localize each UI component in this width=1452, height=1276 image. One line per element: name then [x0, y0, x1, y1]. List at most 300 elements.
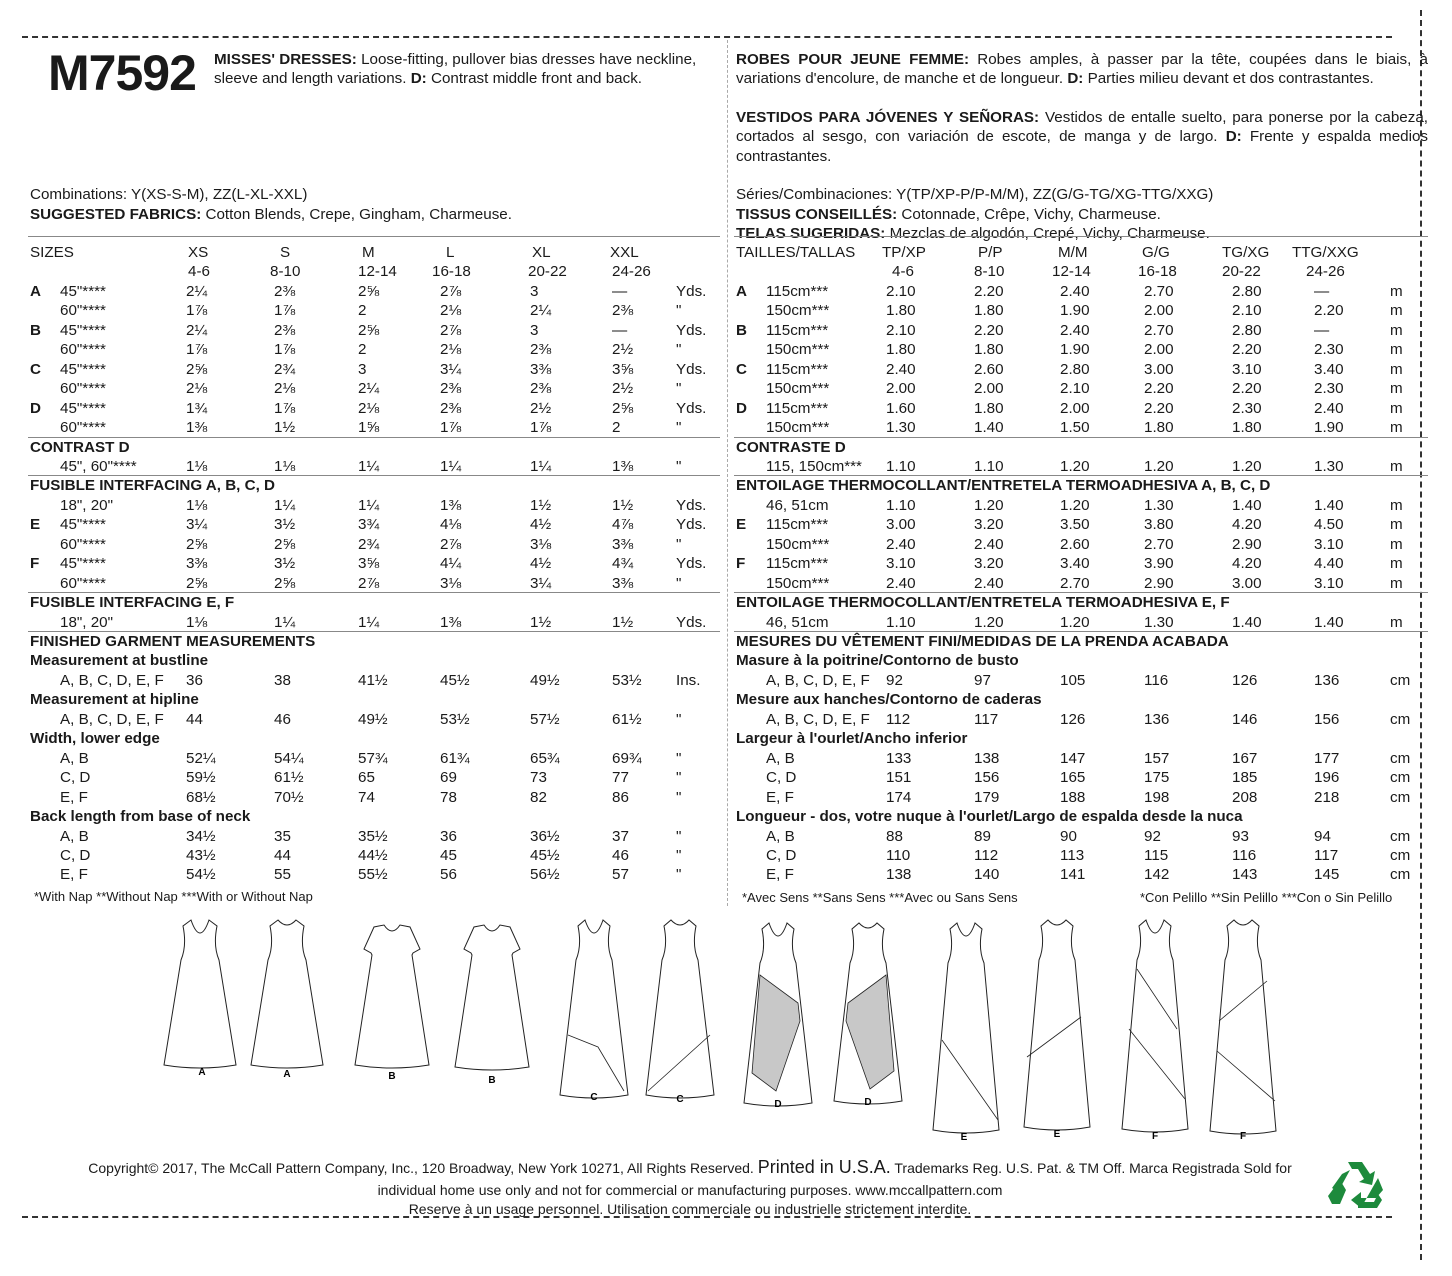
- cell-value: 65: [358, 769, 375, 787]
- fabric-width: 115cm***: [766, 516, 829, 534]
- unit: m: [1390, 516, 1403, 534]
- cell-value: 2⅝: [612, 399, 634, 417]
- view-label: C: [590, 1092, 598, 1103]
- cell-value: 36½: [530, 827, 560, 845]
- cell-value: 1.90: [1060, 341, 1090, 359]
- size-range: 12-14: [358, 263, 397, 281]
- fabric-width: E, F: [766, 866, 794, 884]
- cell-value: 138: [974, 749, 1000, 767]
- cell-value: 208: [1232, 788, 1258, 806]
- cell-value: 1.10: [886, 613, 916, 631]
- cell-value: 57½: [530, 710, 560, 728]
- cell-value: 2⅞: [440, 321, 462, 339]
- cell-value: —: [1314, 282, 1330, 300]
- cell-value: 1¼: [274, 496, 296, 514]
- cell-value: 2⅝: [274, 574, 296, 592]
- cell-value: 3½: [274, 516, 296, 534]
- cell-value: 1.20: [1060, 457, 1090, 475]
- cell-value: 1.30: [1144, 613, 1174, 631]
- cell-value: 1¼: [358, 496, 380, 514]
- intro-english: [214, 50, 722, 89]
- cell-value: 2⅞: [440, 535, 462, 553]
- view-letter: B: [30, 321, 41, 339]
- fabric-width: 45"****: [60, 321, 106, 339]
- fabrics-en: [30, 205, 512, 224]
- cell-value: 2.20: [1232, 380, 1262, 398]
- dress-outline: [646, 920, 714, 1098]
- intro-en-title: MISSES' DRESSES:: [214, 51, 357, 68]
- cell-value: 2¼: [186, 282, 208, 300]
- dress-outline: [1024, 920, 1090, 1130]
- view-letter: C: [30, 360, 41, 378]
- cell-value: 2½: [612, 380, 634, 398]
- dress-d-back: [834, 923, 902, 1108]
- fabric-width: 150cm***: [766, 341, 830, 359]
- cell-value: 1⅞: [530, 419, 552, 437]
- cell-value: 2¼: [530, 302, 552, 320]
- cell-value: 2½: [612, 341, 634, 359]
- cell-value: 1⅛: [274, 457, 296, 475]
- size-header: G/G: [1142, 244, 1170, 261]
- cell-value: 1.20: [974, 496, 1004, 514]
- cell-value: 3⅛: [440, 574, 462, 592]
- cell-value: 1.50: [1060, 419, 1090, 437]
- fabric-width: 60"****: [60, 341, 106, 359]
- dress-c-back: [646, 920, 714, 1105]
- cell-value: 2.40: [974, 574, 1004, 592]
- unit: ": [676, 846, 682, 864]
- section-heading: Back length from base of neck: [30, 808, 251, 826]
- intro-en-text: Loose-fitting, pullover bias dresses have neckline, sleeve and length variations.: [214, 51, 697, 88]
- cell-value: 2¾: [274, 360, 296, 378]
- size-header: XS: [188, 244, 209, 261]
- cell-value: 1.40: [1232, 496, 1262, 514]
- fabric-width: E, F: [60, 788, 88, 806]
- cell-value: 1.80: [974, 399, 1004, 417]
- unit: m: [1390, 380, 1403, 398]
- dress-a-front: [164, 920, 236, 1078]
- fabric-width: 115cm***: [766, 321, 829, 339]
- fabrics-fr: [736, 205, 1161, 224]
- fabric-width: 115, 150cm***: [766, 457, 862, 475]
- view-label: B: [388, 1071, 396, 1082]
- cell-value: 1.20: [1060, 496, 1090, 514]
- view-letter: F: [30, 555, 40, 573]
- cell-value: 2⅛: [440, 302, 462, 320]
- cell-value: 55½: [358, 866, 388, 884]
- cell-value: 1⅜: [186, 419, 208, 437]
- unit: m: [1390, 360, 1403, 378]
- fabrics-fr-label: TISSUS CONSEILLÉS:: [736, 206, 898, 223]
- cell-value: 35: [274, 827, 291, 845]
- unit: m: [1390, 282, 1403, 300]
- cell-value: 138: [886, 866, 912, 884]
- cell-value: 2: [358, 302, 367, 320]
- cell-value: 3.20: [974, 516, 1004, 534]
- cell-value: 1½: [274, 419, 296, 437]
- table-row: [0, 671, 1452, 690]
- cell-value: 3¼: [186, 516, 208, 534]
- fabric-width: A, B: [60, 827, 89, 845]
- cell-value: 2.40: [886, 574, 916, 592]
- dress-a-back: [251, 920, 323, 1080]
- view-letter: D: [30, 399, 41, 417]
- footnote-fr: *Avec Sens **Sans Sens ***Avec ou Sans Sens: [742, 890, 1018, 905]
- cell-value: 1.40: [1232, 613, 1262, 631]
- cell-value: 2⅝: [186, 360, 208, 378]
- cell-value: 88: [886, 827, 903, 845]
- table-row: [0, 865, 1452, 884]
- cell-value: 2⅝: [186, 574, 208, 592]
- cell-value: 112: [974, 846, 999, 864]
- cell-value: 1⅞: [274, 341, 296, 359]
- cell-value: 116: [1144, 671, 1169, 689]
- table-rule: [734, 236, 1428, 237]
- table-row: [0, 457, 1452, 476]
- cell-value: 156: [1314, 710, 1340, 728]
- size-range: 4-6: [892, 263, 914, 281]
- cell-value: 57¾: [358, 749, 388, 767]
- cell-value: 55: [274, 866, 291, 884]
- cell-value: 46: [274, 710, 291, 728]
- unit: ": [676, 419, 682, 437]
- cell-value: 74: [358, 788, 375, 806]
- cell-value: 1½: [612, 496, 634, 514]
- size-header-label: TAILLES/TALLAS: [736, 244, 856, 261]
- cell-value: 2⅞: [358, 574, 380, 592]
- table-row: [0, 282, 1452, 301]
- fabric-width: A, B: [766, 827, 795, 845]
- cell-value: 1⅜: [612, 457, 634, 475]
- view-letter: A: [30, 282, 41, 300]
- cell-value: 46: [612, 846, 629, 864]
- fabric-width: 115cm***: [766, 282, 829, 300]
- cell-value: 3⅛: [530, 535, 552, 553]
- fabric-width: 46, 51cm: [766, 496, 829, 514]
- view-label: F: [1239, 1131, 1247, 1142]
- cell-value: 49½: [358, 710, 388, 728]
- table-row: [0, 360, 1452, 379]
- intro-en-d-text: Contrast middle front and back.: [426, 70, 643, 88]
- cell-value: 4.40: [1314, 555, 1344, 573]
- cell-value: 35½: [358, 827, 388, 845]
- unit: ": [676, 710, 682, 728]
- section-heading: FINISHED GARMENT MEASUREMENTS: [30, 633, 316, 650]
- cell-value: 2⅛: [274, 380, 296, 398]
- unit: m: [1390, 613, 1403, 631]
- cell-value: 3⅝: [358, 555, 380, 573]
- size-range: 12-14: [1052, 263, 1091, 281]
- view-letter: E: [30, 516, 41, 534]
- section-heading: Measurement at hipline: [30, 691, 199, 709]
- cell-value: 53½: [440, 710, 470, 728]
- cell-value: 2⅜: [612, 302, 634, 320]
- size-header: L: [446, 244, 455, 261]
- cell-value: 77: [612, 769, 629, 787]
- cell-value: 2.00: [886, 380, 916, 398]
- cell-value: 1.90: [1314, 419, 1344, 437]
- cell-value: 45½: [530, 846, 560, 864]
- copyright-line-1: [0, 1157, 1380, 1178]
- section-heading: CONTRAST D: [30, 438, 130, 456]
- cell-value: 1.20: [1060, 613, 1090, 631]
- table-row: [0, 574, 1452, 593]
- cell-value: 2.10: [1232, 302, 1262, 320]
- cell-value: 1⅝: [358, 419, 380, 437]
- cell-value: 1.90: [1060, 302, 1090, 320]
- table-row: [0, 496, 1452, 515]
- fabric-width: 150cm***: [766, 574, 830, 592]
- cell-value: 57: [612, 866, 629, 884]
- cell-value: 1.10: [974, 457, 1004, 475]
- view-label: A: [283, 1069, 291, 1080]
- table-row: [0, 846, 1452, 865]
- cell-value: 2⅝: [358, 282, 380, 300]
- cell-value: 2.40: [1060, 282, 1090, 300]
- cell-value: 4½: [530, 555, 552, 573]
- fabric-width: E, F: [766, 788, 794, 806]
- cell-value: 1⅞: [274, 302, 296, 320]
- cell-value: 2.30: [1314, 380, 1344, 398]
- fabric-width: A, B, C, D, E, F: [60, 671, 164, 689]
- section-heading: FUSIBLE INTERFACING E, F: [30, 594, 235, 612]
- fabric-width: C, D: [60, 769, 91, 787]
- unit: Ins.: [676, 671, 701, 689]
- cell-value: 4½: [530, 516, 552, 534]
- cell-value: 2½: [530, 399, 552, 417]
- cell-value: 3.00: [1144, 360, 1174, 378]
- unit: m: [1390, 496, 1403, 514]
- unit: Yds.: [676, 516, 707, 534]
- size-range: 20-22: [528, 263, 567, 281]
- cell-value: 110: [886, 846, 911, 864]
- cell-value: 2.20: [1314, 302, 1344, 320]
- cell-value: 2⅜: [530, 380, 552, 398]
- section-heading: Mesure aux hanches/Contorno de caderas: [736, 691, 1042, 709]
- fabric-width: 115cm***: [766, 555, 829, 573]
- cell-value: 41½: [358, 671, 388, 689]
- unit: cm: [1390, 710, 1411, 728]
- cell-value: 2: [612, 419, 621, 437]
- size-header: P/P: [978, 244, 1003, 261]
- cell-value: 2.00: [1144, 302, 1174, 320]
- fabric-width: A, B, C, D, E, F: [766, 710, 870, 728]
- unit: ": [676, 749, 682, 767]
- cell-value: 3⅜: [530, 360, 552, 378]
- unit: ": [676, 769, 682, 787]
- cell-value: 165: [1060, 769, 1086, 787]
- cell-value: 56: [440, 866, 457, 884]
- size-header: M: [362, 244, 375, 261]
- cell-value: 105: [1060, 671, 1086, 689]
- cell-value: 2.40: [1314, 399, 1344, 417]
- cell-value: 44½: [358, 846, 388, 864]
- unit: Yds.: [676, 321, 707, 339]
- cell-value: 1.80: [886, 341, 916, 359]
- view-letter: D: [736, 399, 747, 417]
- cell-value: 2.10: [886, 282, 916, 300]
- intro-es-d-text: Frente y espalda medios contrastantes.: [736, 128, 1429, 165]
- cell-value: 117: [1314, 846, 1339, 864]
- unit: ": [676, 574, 682, 592]
- cell-value: 3⅜: [612, 574, 634, 592]
- fabric-width: 60"****: [60, 535, 106, 553]
- fabric-width: 45", 60"****: [60, 457, 137, 475]
- size-range: 16-18: [1138, 263, 1177, 281]
- unit: m: [1390, 399, 1403, 417]
- cell-value: 1.20: [974, 613, 1004, 631]
- cell-value: —: [1314, 321, 1330, 339]
- cell-value: 2.40: [886, 360, 916, 378]
- cell-value: 1¼: [274, 613, 296, 631]
- cell-value: 4.20: [1232, 516, 1262, 534]
- view-label: F: [1151, 1131, 1159, 1142]
- cell-value: 61¾: [440, 749, 470, 767]
- table-row: [0, 321, 1452, 340]
- dress-outline: [164, 920, 236, 1068]
- section-heading: CONTRASTE D: [736, 438, 846, 456]
- cell-value: 68½: [186, 788, 216, 806]
- dress-outline: [251, 920, 323, 1068]
- intro-fr-title: ROBES POUR JEUNE FEMME:: [736, 51, 970, 68]
- section-heading: Largeur à l'ourlet/Ancho inferior: [736, 730, 968, 748]
- cell-value: 117: [974, 710, 999, 728]
- table-row: [0, 613, 1452, 632]
- unit: Yds.: [676, 555, 707, 573]
- size-range: 24-26: [612, 263, 651, 281]
- cell-value: 2¾: [358, 535, 380, 553]
- fabrics-es-label: TELAS SUGERIDAS:: [736, 225, 886, 242]
- cell-value: 147: [1060, 749, 1086, 767]
- unit: cm: [1390, 671, 1411, 689]
- view-letter: B: [736, 321, 747, 339]
- table-row: [0, 399, 1452, 418]
- cell-value: 2.10: [886, 321, 916, 339]
- footnote-en: *With Nap **Without Nap ***With or Without Nap: [34, 889, 313, 904]
- unit: ": [676, 535, 682, 553]
- copyright-line-3: Reserve à un usage personnel. Utilisation commerciale ou industrielle strictement interdite.: [408, 1201, 972, 1217]
- cell-value: 61½: [612, 710, 642, 728]
- cut-line-top: [22, 36, 1392, 38]
- section-heading: Measurement at bustline: [30, 652, 209, 670]
- dress-illustrations: [0, 905, 1420, 1155]
- unit: m: [1390, 341, 1403, 359]
- cell-value: 140: [974, 866, 1000, 884]
- cell-value: 116: [1232, 846, 1257, 864]
- recycle-icon: [1328, 1158, 1384, 1210]
- cell-value: 1⅛: [186, 457, 208, 475]
- cell-value: 78: [440, 788, 457, 806]
- section-heading: FUSIBLE INTERFACING A, B, C, D: [30, 477, 275, 495]
- fabric-width: C, D: [766, 846, 797, 864]
- cell-value: 1.80: [886, 302, 916, 320]
- cell-value: 2¼: [358, 380, 380, 398]
- cell-value: 2⅜: [530, 341, 552, 359]
- cell-value: 1.30: [1314, 457, 1344, 475]
- view-label: E: [1053, 1129, 1061, 1140]
- dress-outline: [455, 925, 529, 1070]
- size-range: 20-22: [1222, 263, 1261, 281]
- cell-value: 2.00: [1144, 341, 1174, 359]
- section-heading: Masure à la poitrine/Contorno de busto: [736, 652, 1019, 670]
- intro-en-d-label: D:: [410, 70, 427, 88]
- cell-value: 1.10: [886, 457, 916, 475]
- fabric-width: 60"****: [60, 419, 106, 437]
- cell-value: 2.20: [974, 321, 1004, 339]
- cell-value: 1½: [530, 613, 552, 631]
- unit: m: [1390, 535, 1403, 553]
- table-row: [0, 379, 1452, 398]
- unit: m: [1390, 302, 1403, 320]
- dress-e-back: [1024, 920, 1090, 1140]
- cell-value: 94: [1314, 827, 1331, 845]
- cell-value: 1.10: [886, 496, 916, 514]
- cell-value: 2.20: [1144, 399, 1174, 417]
- intro-fr-text: Robes amples, à passer par la tête, coupées dans le biais, à variations d'encolure, de manche et de longueur.: [736, 51, 1428, 88]
- table-row: [0, 827, 1452, 846]
- cell-value: 1¼: [358, 613, 380, 631]
- cell-value: 1.80: [974, 302, 1004, 320]
- fabric-width: 150cm***: [766, 419, 830, 437]
- cell-value: 2.60: [1060, 535, 1090, 553]
- cell-value: 69¾: [612, 749, 642, 767]
- cell-value: 93: [1232, 827, 1249, 845]
- pattern-code: M7592: [48, 45, 196, 101]
- cell-value: 3: [358, 360, 367, 378]
- cell-value: 151: [886, 769, 912, 787]
- unit: cm: [1390, 769, 1411, 787]
- cell-value: 65¾: [530, 749, 560, 767]
- section-heading: MESURES DU VÊTEMENT FINI/MEDIDAS DE LA PRENDA ACABADA: [736, 633, 1229, 650]
- cell-value: 4¼: [440, 555, 462, 573]
- cell-value: 1½: [612, 613, 634, 631]
- fabric-width: A, B, C, D, E, F: [766, 671, 870, 689]
- size-range: 8-10: [974, 263, 1005, 281]
- fabrics-en-text: Cotton Blends, Crepe, Gingham, Charmeuse.: [201, 206, 512, 223]
- cell-value: 2⅜: [274, 321, 296, 339]
- fabric-width: 45"****: [60, 555, 106, 573]
- cell-value: 1⅛: [186, 613, 208, 631]
- cell-value: 44: [186, 710, 203, 728]
- cell-value: 3⅜: [612, 535, 634, 553]
- fabric-width: 45"****: [60, 360, 106, 378]
- cell-value: 198: [1144, 788, 1170, 806]
- cell-value: 2.30: [1232, 399, 1262, 417]
- fabric-width: 45"****: [60, 399, 106, 417]
- cell-value: 126: [1060, 710, 1086, 728]
- fabric-width: 150cm***: [766, 380, 830, 398]
- cell-value: 3.40: [1314, 360, 1344, 378]
- cell-value: 2.70: [1144, 282, 1174, 300]
- fabric-width: A, B: [60, 749, 89, 767]
- unit: ": [676, 866, 682, 884]
- cell-value: 2⅛: [358, 399, 380, 417]
- cell-value: 43½: [186, 846, 216, 864]
- cell-value: 1⅞: [274, 399, 296, 417]
- fabric-width: 150cm***: [766, 302, 830, 320]
- cell-value: 4¾: [612, 555, 634, 573]
- size-range: 8-10: [270, 263, 301, 281]
- unit: cm: [1390, 866, 1411, 884]
- cell-value: 2⅝: [358, 321, 380, 339]
- size-header-label: SIZES: [30, 244, 74, 261]
- cell-value: 1¼: [440, 457, 462, 475]
- view-label: D: [774, 1099, 782, 1110]
- cell-value: 2.80: [1060, 360, 1090, 378]
- cell-value: 2⅜: [274, 282, 296, 300]
- cell-value: 3.10: [1314, 574, 1344, 592]
- intro-french: [736, 50, 1428, 89]
